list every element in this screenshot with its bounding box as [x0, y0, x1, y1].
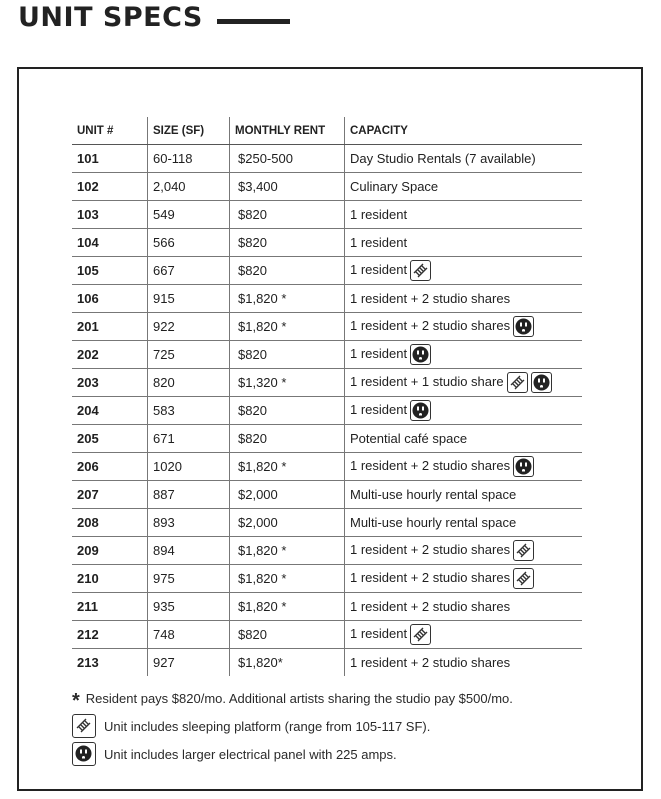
- legend-notes: [72, 684, 513, 768]
- size-cell: [148, 565, 230, 593]
- table-row: [72, 257, 582, 285]
- ladder-note-text: Unit includes sleeping platform (range from 105-117 SF).: [104, 718, 431, 734]
- capacity-cell-text: 1 resident: [350, 235, 408, 250]
- unit-cell: [72, 257, 148, 285]
- rent-cell-text: $820: [238, 235, 267, 250]
- size-cell: [148, 201, 230, 229]
- rent-cell-text: $1,820 *: [238, 291, 287, 306]
- capacity-cell: [345, 649, 583, 677]
- page-title: UNIT SPECS: [18, 2, 203, 33]
- unit-cell-text: 211: [77, 599, 98, 614]
- table-row: [72, 537, 582, 565]
- rent-cell: [230, 509, 345, 537]
- unit-cell-text: 209: [77, 543, 99, 558]
- unit-cell-text: 208: [77, 515, 99, 530]
- size-cell-text: 2,040: [153, 179, 186, 194]
- capacity-cell: [345, 285, 583, 313]
- table-row: [72, 285, 582, 313]
- table-row: [72, 145, 582, 173]
- capacity-cell-text: 1 resident: [350, 401, 408, 417]
- capacity-cell-text: Potential café space: [350, 431, 468, 446]
- capacity-cell: [345, 313, 583, 341]
- table-row: [72, 229, 582, 257]
- table-row: [72, 565, 582, 593]
- size-cell: [148, 397, 230, 425]
- capacity-cell-text: 1 resident + 2 studio shares: [350, 599, 511, 614]
- outlet-note: [72, 740, 513, 768]
- size-cell-text: 820: [153, 375, 175, 390]
- header-unit: UNIT #: [72, 117, 148, 145]
- rent-cell: [230, 257, 345, 285]
- rent-cell: [230, 341, 345, 369]
- table-row: [72, 509, 582, 537]
- outlet-icon: [410, 400, 431, 421]
- rent-cell-text: $1,820 *: [238, 599, 287, 614]
- unit-cell-text: 204: [77, 403, 99, 418]
- capacity-cell-text: 1 resident: [350, 345, 408, 361]
- size-cell: [148, 285, 230, 313]
- header-capacity: CAPACITY: [345, 117, 583, 145]
- unit-cell: [72, 649, 148, 677]
- rent-cell-text: $1,820 *: [238, 571, 287, 586]
- unit-cell-text: 205: [77, 431, 99, 446]
- capacity-cell-text: Day Studio Rentals (7 available): [350, 151, 536, 166]
- unit-cell: [72, 313, 148, 341]
- rent-cell-text: $820: [238, 627, 267, 642]
- capacity-cell: [345, 593, 583, 621]
- size-cell-text: 922: [153, 319, 175, 334]
- table-row: [72, 621, 582, 649]
- capacity-cell-text: 1 resident: [350, 207, 408, 222]
- unit-cell: [72, 229, 148, 257]
- size-cell: [148, 509, 230, 537]
- unit-cell: [72, 593, 148, 621]
- capacity-cell: [345, 229, 583, 257]
- size-cell-text: 893: [153, 515, 175, 530]
- size-cell-text: 894: [153, 543, 175, 558]
- size-cell-text: 975: [153, 571, 175, 586]
- table-row: [72, 481, 582, 509]
- rent-cell: [230, 537, 345, 565]
- unit-cell-text: 202: [77, 347, 99, 362]
- asterisk-symbol: *: [72, 690, 80, 712]
- table-row: [72, 649, 582, 677]
- capacity-cell: [345, 173, 583, 201]
- rent-cell-text: $820: [238, 431, 267, 446]
- unit-cell: [72, 565, 148, 593]
- size-cell-text: 549: [153, 207, 175, 222]
- capacity-cell: [345, 145, 583, 173]
- size-cell-text: 667: [153, 263, 175, 278]
- size-cell: [148, 593, 230, 621]
- ladder-icon: [410, 624, 431, 645]
- rent-cell: [230, 229, 345, 257]
- outlet-note-text: Unit includes larger electrical panel with 225 amps.: [104, 746, 397, 762]
- capacity-cell: [345, 397, 583, 425]
- size-cell: [148, 537, 230, 565]
- unit-cell: [72, 537, 148, 565]
- size-cell: [148, 453, 230, 481]
- ladder-icon: [513, 568, 534, 589]
- size-cell-text: 935: [153, 599, 175, 614]
- rent-cell-text: $3,400: [238, 179, 278, 194]
- rent-cell-text: $820: [238, 347, 267, 362]
- unit-cell: [72, 481, 148, 509]
- ladder-icon: [513, 540, 534, 561]
- size-cell-text: 887: [153, 487, 175, 502]
- rent-cell-text: $1,820 *: [238, 543, 287, 558]
- rent-cell: [230, 313, 345, 341]
- rent-cell-text: $1,820 *: [238, 319, 287, 334]
- capacity-cell: [345, 509, 583, 537]
- size-cell: [148, 369, 230, 397]
- size-cell: [148, 313, 230, 341]
- ladder-note: [72, 712, 513, 740]
- capacity-cell-text: Multi-use hourly rental space: [350, 515, 517, 530]
- capacity-cell-text: 1 resident + 2 studio shares: [350, 569, 511, 585]
- capacity-cell: [345, 257, 583, 285]
- rent-cell-text: $820: [238, 403, 267, 418]
- capacity-cell: [345, 369, 583, 397]
- unit-cell: [72, 341, 148, 369]
- unit-cell: [72, 145, 148, 173]
- unit-cell-text: 203: [77, 375, 99, 390]
- unit-cell-text: 210: [77, 571, 99, 586]
- rent-cell: [230, 285, 345, 313]
- table-row: [72, 313, 582, 341]
- unit-cell-text: 105: [77, 263, 99, 278]
- ladder-icon: [410, 260, 431, 281]
- outlet-icon: [513, 316, 534, 337]
- outlet-icon: [72, 742, 96, 766]
- unit-cell: [72, 621, 148, 649]
- rent-cell: [230, 201, 345, 229]
- rent-cell: [230, 453, 345, 481]
- table-row: [72, 453, 582, 481]
- capacity-cell: [345, 341, 583, 369]
- capacity-cell: [345, 201, 583, 229]
- capacity-cell: [345, 565, 583, 593]
- capacity-cell: [345, 621, 583, 649]
- size-cell-text: 1020: [153, 459, 182, 474]
- unit-cell-text: 102: [77, 179, 99, 194]
- unit-cell: [72, 425, 148, 453]
- size-cell-text: 748: [153, 627, 175, 642]
- capacity-cell-text: 1 resident: [350, 261, 408, 277]
- rent-cell: [230, 621, 345, 649]
- unit-specs-table: [72, 117, 582, 676]
- title-rule: [217, 19, 290, 24]
- unit-cell: [72, 173, 148, 201]
- rent-cell-text: $1,820 *: [238, 459, 287, 474]
- unit-cell: [72, 453, 148, 481]
- rent-cell: [230, 649, 345, 677]
- rent-cell: [230, 481, 345, 509]
- table-row: [72, 341, 582, 369]
- unit-cell-text: 207: [77, 487, 99, 502]
- capacity-cell-text: 1 resident + 2 studio shares: [350, 541, 511, 557]
- rent-cell-text: $2,000: [238, 515, 278, 530]
- size-cell: [148, 341, 230, 369]
- unit-cell-text: 106: [77, 291, 99, 306]
- capacity-cell: [345, 425, 583, 453]
- size-cell-text: 927: [153, 655, 175, 670]
- rent-cell: [230, 593, 345, 621]
- outlet-icon: [513, 456, 534, 477]
- header-rent: MONTHLY RENT: [230, 117, 345, 145]
- unit-cell-text: 104: [77, 235, 99, 250]
- size-cell: [148, 229, 230, 257]
- size-cell-text: 725: [153, 347, 175, 362]
- size-cell-text: 583: [153, 403, 175, 418]
- asterisk-note: [72, 684, 513, 712]
- capacity-cell-text: 1 resident + 2 studio shares: [350, 317, 511, 333]
- table-row: [72, 593, 582, 621]
- size-cell: [148, 425, 230, 453]
- ladder-icon: [507, 372, 528, 393]
- capacity-cell-text: Multi-use hourly rental space: [350, 487, 517, 502]
- unit-cell: [72, 509, 148, 537]
- rent-cell: [230, 369, 345, 397]
- size-cell-text: 915: [153, 291, 175, 306]
- capacity-cell-text: Culinary Space: [350, 179, 439, 194]
- capacity-cell: [345, 453, 583, 481]
- size-cell-text: 566: [153, 235, 175, 250]
- unit-cell-text: 213: [77, 655, 99, 670]
- rent-cell: [230, 565, 345, 593]
- unit-cell-text: 212: [77, 627, 99, 642]
- table-row: [72, 369, 582, 397]
- capacity-cell-text: 1 resident + 2 studio shares: [350, 655, 511, 670]
- header-size: SIZE (SF): [148, 117, 230, 145]
- size-cell: [148, 649, 230, 677]
- size-cell: [148, 257, 230, 285]
- capacity-cell: [345, 537, 583, 565]
- capacity-cell: [345, 481, 583, 509]
- size-cell: [148, 481, 230, 509]
- rent-cell-text: $820: [238, 263, 267, 278]
- rent-cell: [230, 425, 345, 453]
- table-header-row: [72, 117, 582, 145]
- size-cell: [148, 621, 230, 649]
- size-cell-text: 671: [153, 431, 175, 446]
- rent-cell-text: $1,320 *: [238, 375, 287, 390]
- ladder-icon: [72, 714, 96, 738]
- capacity-cell-text: 1 resident: [350, 625, 408, 641]
- unit-cell: [72, 201, 148, 229]
- rent-cell: [230, 173, 345, 201]
- size-cell: [148, 145, 230, 173]
- table-row: [72, 425, 582, 453]
- rent-cell: [230, 397, 345, 425]
- rent-cell-text: $2,000: [238, 487, 278, 502]
- table-row: [72, 173, 582, 201]
- unit-cell: [72, 397, 148, 425]
- unit-cell-text: 101: [77, 151, 99, 166]
- capacity-cell-text: 1 resident + 1 studio share: [350, 373, 504, 389]
- unit-cell: [72, 369, 148, 397]
- unit-cell: [72, 285, 148, 313]
- table-row: [72, 201, 582, 229]
- asterisk-note-text: Resident pays $820/mo. Additional artists sharing the studio pay $500/mo.: [85, 690, 513, 706]
- rent-cell-text: $820: [238, 207, 267, 222]
- rent-cell-text: $250-500: [238, 151, 293, 166]
- capacity-cell-text: 1 resident + 2 studio shares: [350, 291, 511, 306]
- unit-cell-text: 201: [77, 319, 99, 334]
- unit-cell-text: 206: [77, 459, 99, 474]
- outlet-icon: [531, 372, 552, 393]
- size-cell-text: 60-118: [153, 151, 193, 166]
- size-cell: [148, 173, 230, 201]
- unit-cell-text: 103: [77, 207, 99, 222]
- capacity-cell-text: 1 resident + 2 studio shares: [350, 457, 511, 473]
- rent-cell-text: $1,820*: [238, 655, 283, 670]
- rent-cell: [230, 145, 345, 173]
- table-row: [72, 397, 582, 425]
- outlet-icon: [410, 344, 431, 365]
